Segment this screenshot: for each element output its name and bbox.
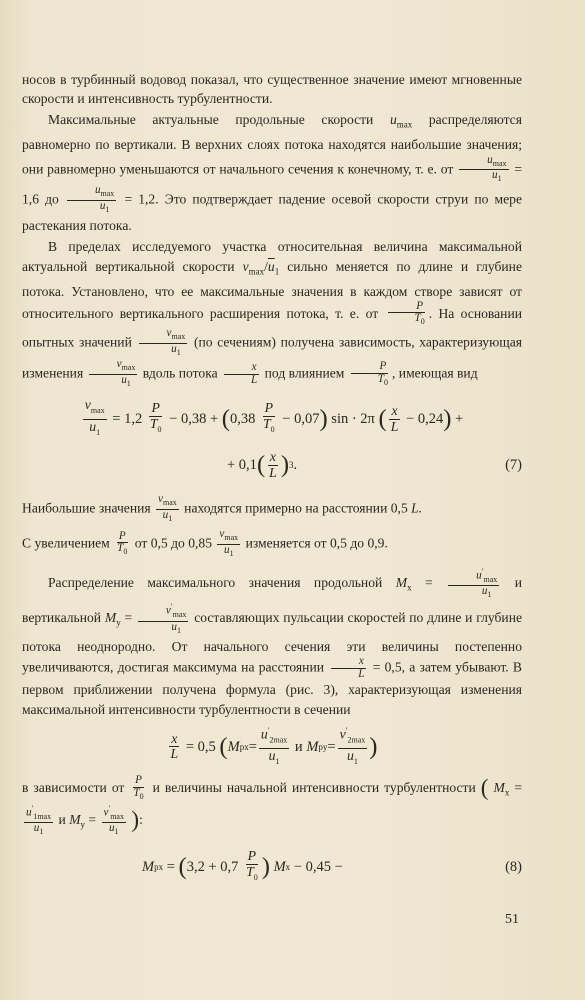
fraction: $\frac{u'_{max}}{u_1}$ (448, 566, 499, 602)
page-number: 51 (505, 912, 519, 927)
text: Распределение максимального значения продольной (48, 574, 383, 590)
text: (по сечениям) получена зависимость, характеризующая изменения (22, 334, 523, 381)
text: и (58, 811, 66, 827)
fraction: $\frac{u_{max}}{u_1}$ (67, 185, 116, 216)
symbol: u (389, 112, 397, 128)
fraction: $\frac{P}{T_0}$ (117, 529, 128, 557)
equation-7: $\frac{v_{max}}{u_1}$ = 1,2 $\frac{P}{T_0}$ − 0,38 + ( 0,38 $\frac{P}{T_0}$ − 0,07 ) sin · 2π ( $\frac{x}{L}$ − 0,24 ) + + 0,1 ( $\frac{x}{L}$ ) 3 . (7) (84, 397, 522, 480)
fraction: $\frac{v_{max}}{u_1}$ (89, 359, 138, 390)
text: Наибольшие значения (22, 500, 151, 516)
fraction: $\frac{u_{max}}{u_1}$ (459, 155, 508, 186)
text: и величины начальной интенсивности турбулентности (152, 779, 476, 795)
fraction: $\frac{P}{T_0}$ (350, 361, 390, 389)
symbol: max (396, 120, 413, 131)
eq-sin: sin · 2π (331, 411, 375, 428)
eq-coef: 0,24 (417, 411, 444, 428)
fraction: $\frac{v_{max}}{u_1}$ (219, 527, 239, 559)
eq-and: и (294, 738, 303, 755)
text: составляющих пульсации скоростей по длине и глубине потока неоднородно. От начального сечения эти величины постепенно увеличиваются, достигая максимума на расстоянии (22, 610, 523, 675)
text: сильно меняется по длине и глубине потока. Установлено, что ее максимальные значения в каждом створе зависят от относительного вертикального расширения потока, т. е. от (22, 258, 522, 321)
fraction: $\frac{u'_{1max}}{u_1}$ (26, 803, 52, 837)
fraction: $\frac{P}{T_0}$ (387, 301, 427, 329)
fraction: $\frac{v_{max}}{u_1}$ (158, 493, 177, 524)
text: В пределах исследуемого участка относительная величина максимальной актуальной вертикальной скорости (22, 239, 522, 274)
fraction: $\frac{v'_{max}}{u_1}$ (138, 601, 188, 637)
text: = 1,6 до (22, 161, 523, 207)
text: и вертикальной (22, 574, 522, 626)
equation-number: (8) (505, 859, 522, 876)
paragraph-4: Наибольшие значения $\frac{v_{max}}{u_1}$ находятся примерно на расстоянии 0,5 L. (22, 493, 423, 524)
equation-number: (7) (505, 457, 522, 474)
fraction: $\frac{P}{T_0}$ (133, 773, 144, 801)
text: распределяются равномерно по вертикали. В верхних слоях потока находятся наибольшие значения; они равномерно уменьшаются от начального сечения к конечному, т. е. от (22, 112, 522, 177)
paragraph-6: Распределение максимального значения продольной $M_x$ = $\frac{u'_{max}}{u_1}$ и вертикальной $M_y$ = $\frac{v'_{max}}{u_1}$ составляющих пульсации скоростей по длине и глубине потока неоднородно. От начального сечения эти величины постепенно увеличиваются, достигая максимума на расстоянии $\frac{x}{L}$ = 0,5, а затем убывают. В первом приближении получена формула (рис. 3), характеризующая изменения максимальной интенсивности турбулентности в сечении (22, 566, 523, 717)
text: изменяется от 0,5 до 0,9. (245, 535, 388, 551)
equation-8: M px = ( 3,2 + 0,7 $\frac{P}{T_0}$ ) M x − 0,45 − (8) (142, 848, 522, 882)
fraction: $\frac{x}{L}$ (330, 656, 366, 680)
text: под влиянием (264, 365, 345, 381)
paragraph-5 (22, 529, 522, 560)
text: = 1,2. Это подтверждает падение осевой скорости струи по мере растекания потока. (22, 191, 522, 234)
eq-coef: + 0,1 (227, 457, 257, 474)
paragraph-1 (22, 70, 522, 108)
eq-coef: 0,07 (294, 411, 320, 428)
text: , имеющая вид (392, 365, 478, 381)
fraction: $\frac{v'_{max}}{u_1}$ (103, 803, 124, 837)
eq-coef: 0,38 (180, 411, 207, 428)
equation-xL: $\frac{x}{L}$ = 0,5 ( M px = $\frac{u'_{2max}}{u_1}$ и M py = $\frac{v'_{2max}}{u_1}$ ) (170, 726, 378, 766)
text: носов в турбинный водовод показал, что существенное значение имеют мгновенные скорости и интенсивность турбулентности. (22, 72, 522, 107)
page-body (22, 70, 522, 896)
text: находятся примерно на расстоянии 0,5 (184, 500, 408, 516)
text: . На основании опытных значений (22, 305, 522, 350)
eq-coef: − 0,45 − (293, 859, 343, 876)
text: = 0,5, а затем убывают. В первом приближении получена формула (рис. 3), характеризующая изменения максимальной интенсивности турбулентности в сечении (22, 659, 522, 717)
eq-coef: 1,2 (124, 411, 143, 428)
eq-coef: 0,38 (229, 411, 256, 428)
paragraph-7: в зависимости от $\frac{P}{T_0}$ и величины начальной интенсивности турбулентности ( $M_x$ = $\frac{u'_{1max}}{u_1}$ и $M_y$ = $\frac{v'_{max}}{u_1}$ ): (22, 773, 523, 837)
text: в зависимости от (22, 779, 125, 795)
paragraph-3: В пределах исследуемого участка относительная величина максимальной актуальной вертикальной скорости $v_{max}/\overline{u}_1$ сильно меняется по длине и глубине потока. Установлено, что ее максимальные значения в каждом створе зависят от относительного вертикального расширения потока, т. е. от $\frac{P}{T_0}$ . На основании опытных значений $\frac{v_{max}}{u_1}$ (по сечениям) получена зависимость, характеризующая изменения $\frac{v_{max}}{u_1}$ вдоль потока $\frac{x}{L}$ под влиянием $\frac{P}{T_0}$ , имеющая вид (22, 239, 523, 389)
fraction: $\frac{x}{L}$ (223, 362, 259, 386)
paragraph-2 (22, 110, 522, 235)
eq-coef: 3,2 + 0,7 (186, 859, 239, 876)
text: от 0,5 до 0,85 (134, 535, 213, 551)
text: С увеличением (22, 535, 110, 551)
text: Максимальные актуальные продольные скорости (48, 112, 374, 128)
fraction: $\frac{v_{max}}{u_1}$ (139, 328, 188, 359)
text: вдоль потока (142, 365, 218, 381)
eq-coef: = 0,5 (185, 738, 216, 755)
